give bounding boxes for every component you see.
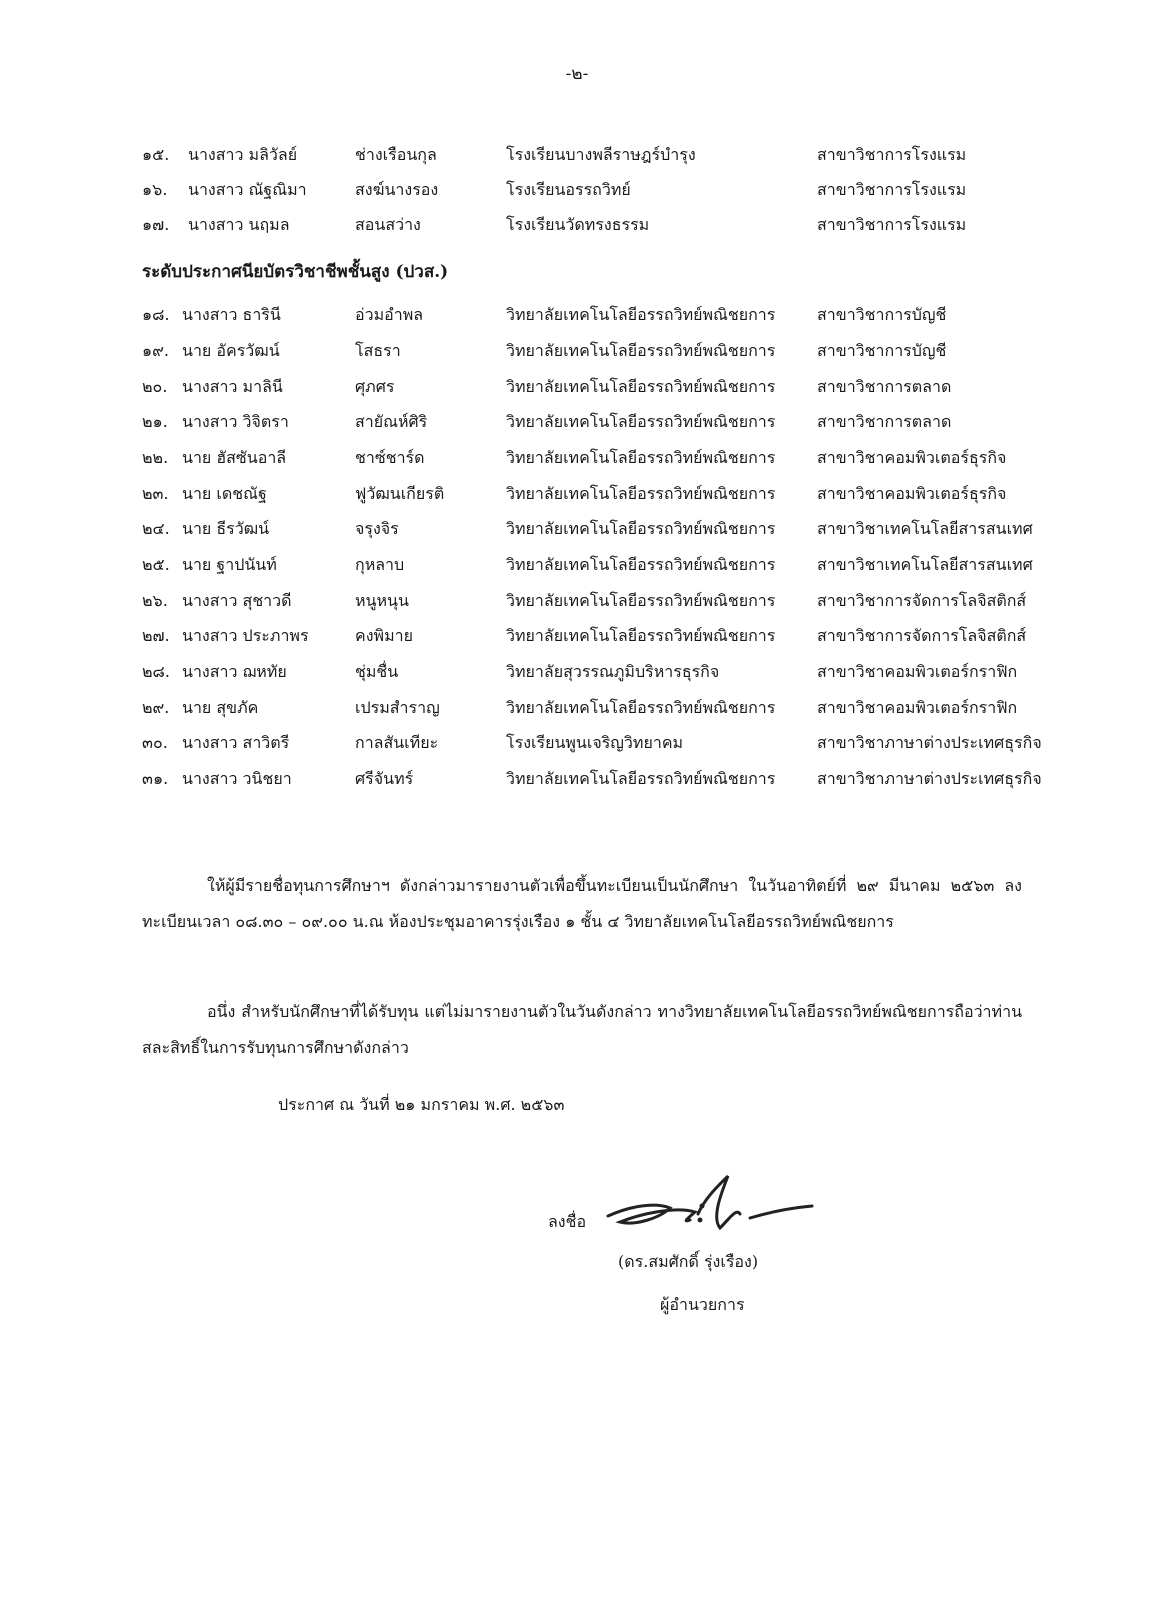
list-item <box>0 443 1154 473</box>
student-name: นาย อัครวัฒน์ <box>182 341 280 360</box>
list-item <box>0 336 1154 366</box>
major-name: สาขาวิชาคอมพิวเตอร์กราฟิก <box>817 698 1018 717</box>
major-name: สาขาวิชาการจัดการโลจิสติกส์ <box>817 591 1027 610</box>
school-name: วิทยาลัยเทคโนโลยีอรรถวิทย์พณิชยการ <box>506 591 776 610</box>
school-name: วิทยาลัยเทคโนโลยีอรรถวิทย์พณิชยการ <box>506 626 776 645</box>
list-item <box>0 728 1154 758</box>
student-name: นางสาว ฌหทัย <box>182 662 287 681</box>
item-number: ๒๘. <box>142 662 170 681</box>
major-name: สาขาวิชาการจัดการโลจิสติกส์ <box>817 626 1027 645</box>
major-name: สาขาวิชาคอมพิวเตอร์กราฟิก <box>817 662 1018 681</box>
forfeit-paragraph <box>142 994 1022 1066</box>
registration-text: ให้ผู้มีรายชื่อทุนการศึกษาฯ ดังกล่าวมารายงานตัวเพื่อขึ้นทะเบียนเป็นนักศึกษา ในวันอาทิตย์ที่ ๒๙ มีนาคม ๒๕๖๓ ลงทะเบียนเวลา ๐๘.๓๐ – ๐๙.๐๐ น.ณ ห้องประชุมอาคารรุ่งเรือง ๑ ชั้น ๔ วิทยาลัยเทคโนโลยีอรรถวิทย์พณิชยการ <box>142 876 1022 931</box>
major-name: สาขาวิชาเทคโนโลยีสารสนเทศ <box>817 555 1033 574</box>
student-surname: อ่วมอำพล <box>355 305 424 324</box>
major-name: สาขาวิชาการโรงแรม <box>817 145 967 164</box>
school-name: โรงเรียนวัดทรงธรรม <box>506 215 650 234</box>
student-name: นางสาว ธารินี <box>182 305 281 324</box>
student-name: นางสาว วิจิตรา <box>182 412 289 431</box>
student-surname: เปรมสำราญ <box>355 698 440 717</box>
item-number: ๓๑. <box>142 769 169 788</box>
list-item <box>0 550 1154 580</box>
school-name: วิทยาลัยเทคโนโลยีอรรถวิทย์พณิชยการ <box>506 448 776 467</box>
student-surname: ช่างเรือนกุล <box>355 145 437 164</box>
student-name: นางสาว นฤมล <box>188 215 290 234</box>
item-number: ๒๒. <box>142 448 169 467</box>
student-surname: สายัณห์ศิริ <box>355 412 428 431</box>
list-item <box>0 586 1154 616</box>
school-name: โรงเรียนพูนเจริญวิทยาคม <box>506 733 684 752</box>
school-name: วิทยาลัยสุวรรณภูมิบริหารธุรกิจ <box>506 662 720 681</box>
list-item <box>0 621 1154 651</box>
list-item <box>0 210 1154 240</box>
list-item <box>0 175 1154 205</box>
student-name: นาย ฮัสซันอาลี <box>182 448 287 467</box>
list-item <box>0 300 1154 330</box>
student-surname: ชาซ์ชาร์ด <box>355 448 425 467</box>
student-surname: คงพิมาย <box>355 626 413 645</box>
forfeit-text: อนึ่ง สำหรับนักศึกษาที่ได้รับทุน แต่ไม่มารายงานตัวในวันดังกล่าว ทางวิทยาลัยเทคโนโลยีอรรถวิทย์พณิชยการถือว่าท่านสละสิทธิ์ในการรับทุนการศึกษาดังกล่าว <box>142 1002 1022 1057</box>
item-number: ๓๐. <box>142 733 168 752</box>
item-number: ๑๗. <box>142 215 170 234</box>
list-item <box>0 657 1154 687</box>
student-name: นาย สุขภัค <box>182 698 259 717</box>
school-name: วิทยาลัยเทคโนโลยีอรรถวิทย์พณิชยการ <box>506 412 776 431</box>
school-name: วิทยาลัยเทคโนโลยีอรรถวิทย์พณิชยการ <box>506 555 776 574</box>
school-name: วิทยาลัยเทคโนโลยีอรรถวิทย์พณิชยการ <box>506 341 776 360</box>
major-name: สาขาวิชาการบัญชี <box>817 341 947 360</box>
item-number: ๒๗. <box>142 626 170 645</box>
signature-label: ลงชื่อ <box>548 1212 587 1231</box>
item-number: ๑๘. <box>142 305 170 324</box>
student-name: นางสาว ณัฐณิมา <box>188 180 307 199</box>
list-item <box>0 140 1154 170</box>
major-name: สาขาวิชาการตลาด <box>817 412 952 431</box>
major-name: สาขาวิชาภาษาต่างประเทศธุรกิจ <box>817 733 1042 752</box>
item-number: ๒๑. <box>142 412 168 431</box>
major-name: สาขาวิชาเทคโนโลยีสารสนเทศ <box>817 519 1033 538</box>
item-number: ๒๕. <box>142 555 170 574</box>
student-name: นางสาว มลิวัลย์ <box>188 145 298 164</box>
item-number: ๑๖. <box>142 180 168 199</box>
student-name: นาย ฐาปนันท์ <box>182 555 277 574</box>
student-surname: ชุ่มชื่น <box>355 662 399 681</box>
item-number: ๑๕. <box>142 145 170 164</box>
school-name: วิทยาลัยเทคโนโลยีอรรถวิทย์พณิชยการ <box>506 698 776 717</box>
student-surname: กุหลาบ <box>355 555 405 574</box>
student-surname: ศุภศร <box>355 377 395 396</box>
signer-name: (ดร.สมศักดิ์ รุ่งเรือง) <box>618 1252 759 1271</box>
student-surname: ศรีจันทร์ <box>355 769 414 788</box>
major-name: สาขาวิชาการตลาด <box>817 377 952 396</box>
student-name: นาย เดชณัฐ <box>182 484 267 503</box>
student-name: นาย ธีรวัฒน์ <box>182 519 270 538</box>
school-name: วิทยาลัยเทคโนโลยีอรรถวิทย์พณิชยการ <box>506 769 776 788</box>
item-number: ๒๔. <box>142 519 170 538</box>
item-number: ๒๙. <box>142 698 170 717</box>
major-name: สาขาวิชาการโรงแรม <box>817 215 967 234</box>
major-name: สาขาวิชาภาษาต่างประเทศธุรกิจ <box>817 769 1042 788</box>
announce-date: ประกาศ ณ วันที่ ๒๑ มกราคม พ.ศ. ๒๕๖๓ <box>278 1095 565 1114</box>
student-surname: หนูหนุน <box>355 591 409 610</box>
student-name: นางสาว ประภาพร <box>182 626 309 645</box>
student-name: นางสาว สาวิตรี <box>182 733 290 752</box>
major-name: สาขาวิชาคอมพิวเตอร์ธุรกิจ <box>817 448 1007 467</box>
item-number: ๒๓. <box>142 484 169 503</box>
major-name: สาขาวิชาการบัญชี <box>817 305 947 324</box>
student-surname: สงฆ์นางรอง <box>355 180 439 199</box>
item-number: ๑๙. <box>142 341 169 360</box>
student-name: นางสาว วนิชยา <box>182 769 292 788</box>
student-surname: จรุงจิร <box>355 519 399 538</box>
school-name: วิทยาลัยเทคโนโลยีอรรถวิทย์พณิชยการ <box>506 377 776 396</box>
list-item <box>0 479 1154 509</box>
school-name: วิทยาลัยเทคโนโลยีอรรถวิทย์พณิชยการ <box>506 519 776 538</box>
list-item <box>0 407 1154 437</box>
registration-paragraph <box>142 868 1022 940</box>
school-name: โรงเรียนอรรถวิทย์ <box>506 180 631 199</box>
school-name: วิทยาลัยเทคโนโลยีอรรถวิทย์พณิชยการ <box>506 484 776 503</box>
major-name: สาขาวิชาคอมพิวเตอร์ธุรกิจ <box>817 484 1007 503</box>
major-name: สาขาวิชาการโรงแรม <box>817 180 967 199</box>
student-name: นางสาว มาลินี <box>182 377 283 396</box>
signer-position: ผู้อำนวยการ <box>660 1295 745 1314</box>
student-surname: กาลสันเทียะ <box>355 733 439 752</box>
list-item <box>0 372 1154 402</box>
school-name: วิทยาลัยเทคโนโลยีอรรถวิทย์พณิชยการ <box>506 305 776 324</box>
student-name: นางสาว สุชาวดี <box>182 591 292 610</box>
student-surname: โสธรา <box>355 341 401 360</box>
student-surname: สอนสว่าง <box>355 215 421 234</box>
school-name: โรงเรียนบางพลีราษฎร์บำรุง <box>506 145 696 164</box>
list-item <box>0 764 1154 794</box>
item-number: ๒๖. <box>142 591 168 610</box>
list-item <box>0 693 1154 723</box>
signature-image <box>600 1168 820 1238</box>
item-number: ๒๐. <box>142 377 168 396</box>
student-surname: ฟูวัฒนเกียรติ <box>355 484 445 503</box>
page-number: -๒- <box>565 64 589 84</box>
list-item <box>0 514 1154 544</box>
section-heading: ระดับประกาศนียบัตรวิชาชีพชั้นสูง (ปวส.) <box>142 262 449 282</box>
